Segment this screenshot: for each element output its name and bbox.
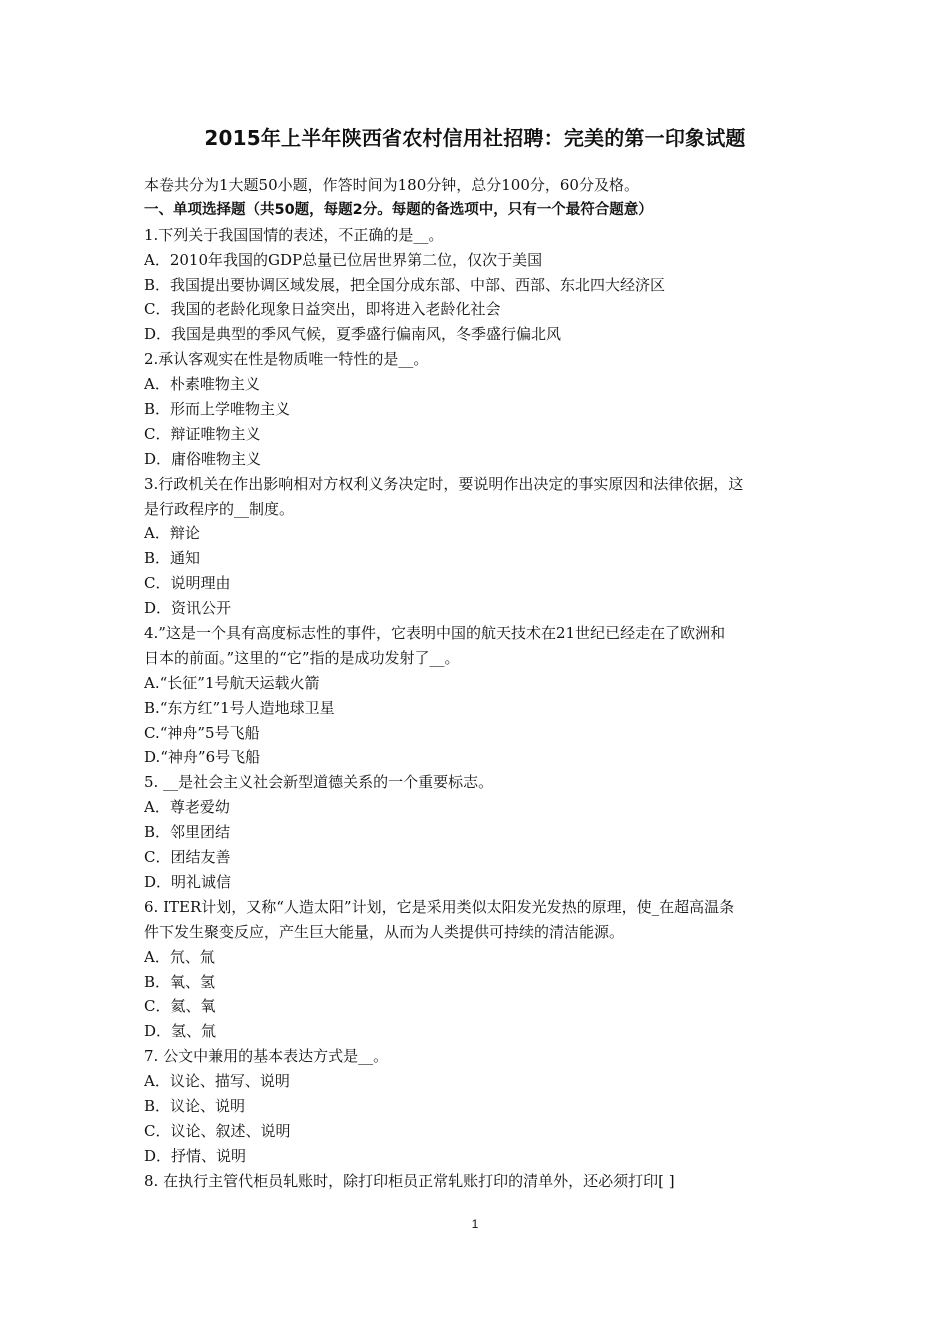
- answer-option: A．朴素唯物主义: [144, 375, 260, 394]
- question-stem-line: 8. 在执行主管代柜员轧账时，除打印柜员正常轧账打印的清单外，还必须打印[ ]: [144, 1171, 675, 1190]
- document-body: [144, 173, 816, 1194]
- question-stem-line: 6. ITER计划，又称“人造太阳”计划，它是采用类似太阳发光发热的原理，使_在超高温条: [144, 897, 735, 916]
- answer-option: C．议论、叙述、说明: [144, 1121, 291, 1140]
- answer-option: D．我国是典型的季风气候，夏季盛行偏南风，冬季盛行偏北风: [144, 325, 562, 344]
- answer-option: B．通知: [144, 549, 201, 568]
- answer-option: A．2010年我国的GDP总量已位居世界第二位，仅次于美国: [144, 250, 543, 269]
- answer-option: C．说明理由: [144, 574, 231, 593]
- answer-option: C．氦、氧: [144, 997, 216, 1016]
- document-title: 2015年上半年陕西省农村信用社招聘：完美的第一印象试题: [204, 126, 746, 150]
- question-stem-line: 4.”这是一个具有高度标志性的事件，它表明中国的航天技术在21世纪已经走在了欧洲和: [144, 624, 726, 643]
- page-number: 1: [471, 1217, 479, 1231]
- question-stem-line: 5. __是社会主义社会新型道德关系的一个重要标志。: [144, 773, 494, 792]
- exam-intro: 本卷共分为1大题50小题，作答时间为180分钟，总分100分，60分及格。: [144, 176, 639, 194]
- answer-option: B．我国提出要协调区域发展，把全国分成东部、中部、西部、东北四大经济区: [144, 275, 666, 294]
- answer-option: A．氘、氚: [144, 947, 215, 966]
- answer-option: C．我国的老龄化现象日益突出，即将进入老龄化社会: [144, 300, 501, 319]
- answer-option: B.“东方红”1号人造地球卫星: [144, 698, 335, 717]
- answer-option: D．抒情、说明: [144, 1146, 247, 1165]
- question-2: [144, 347, 816, 471]
- question-6: [144, 895, 816, 1044]
- question-list: [144, 223, 816, 1194]
- answer-option: A．尊老爱幼: [144, 798, 230, 817]
- question-1: [144, 223, 816, 347]
- answer-option: D．庸俗唯物主义: [144, 449, 262, 468]
- question-5: [144, 770, 816, 894]
- question-stem-line: 日本的前面。”这里的“它”指的是成功发射了__。: [144, 648, 460, 667]
- answer-option: B．氧、氢: [144, 972, 216, 991]
- answer-option: A．辩论: [144, 524, 200, 543]
- answer-option: D．明礼诚信: [144, 872, 232, 891]
- section-heading: 一、单项选择题（共50题，每题2分。每题的备选项中，只有一个最符合题意）: [144, 201, 653, 218]
- answer-option: D．氢、氚: [144, 1022, 217, 1041]
- question-3: [144, 472, 816, 621]
- question-stem-line: 1.下列关于我国国情的表述，不正确的是__。: [144, 225, 444, 244]
- answer-option: D．资讯公开: [144, 599, 232, 618]
- answer-option: D.“神舟”6号飞船: [144, 748, 261, 767]
- answer-option: A．议论、描写、说明: [144, 1072, 290, 1091]
- answer-option: A.“长征”1号航天运载火箭: [144, 673, 320, 692]
- answer-option: B．形而上学唯物主义: [144, 400, 291, 419]
- answer-option: B．议论、说明: [144, 1096, 246, 1115]
- question-stem-line: 是行政程序的__制度。: [144, 499, 295, 518]
- question-4: [144, 621, 816, 770]
- question-8: [144, 1169, 816, 1194]
- answer-option: C．辩证唯物主义: [144, 424, 261, 443]
- question-7: [144, 1044, 816, 1168]
- answer-option: C．团结友善: [144, 848, 231, 867]
- answer-option: C.“神舟”5号飞船: [144, 723, 260, 742]
- answer-option: B．邻里团结: [144, 823, 231, 842]
- question-stem-line: 3.行政机关在作出影响相对方权利义务决定时，要说明作出决定的事实原因和法律依据，这: [144, 474, 744, 493]
- question-stem-line: 件下发生聚变反应，产生巨大能量，从而为人类提供可持续的清洁能源。: [144, 922, 625, 941]
- question-stem-line: 2.承认客观实在性是物质唯一特性的是__。: [144, 350, 429, 369]
- question-stem-line: 7. 公文中兼用的基本表达方式是__。: [144, 1047, 389, 1066]
